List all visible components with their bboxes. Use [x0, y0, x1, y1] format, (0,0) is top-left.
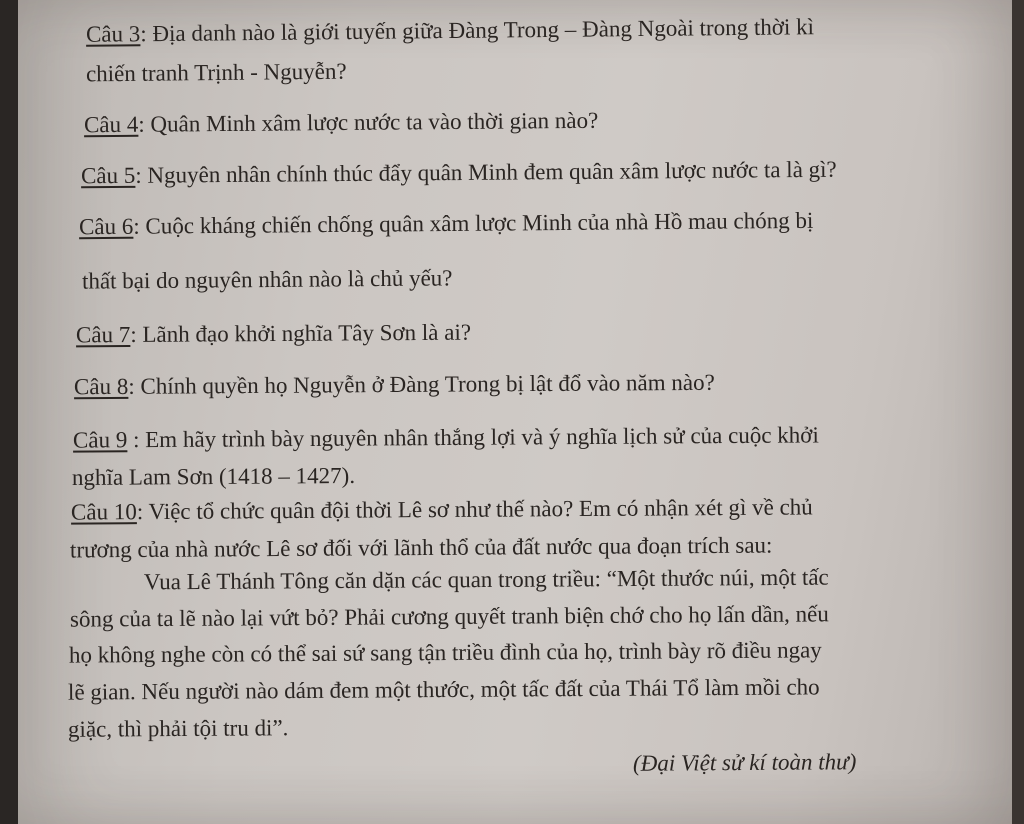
question-8-text-1: : Chính quyền họ Nguyễn ở Đàng Trong bị lật đổ vào năm nào?: [128, 369, 715, 399]
question-8-label: Câu 8: [73, 373, 129, 400]
quote-line-1: [144, 565, 829, 596]
question-3-label: Câu 3: [85, 21, 141, 47]
question-3-text-2: chiến tranh Trịnh - Nguyễn?: [85, 58, 347, 87]
question-9-text-1: : Em hãy trình bày nguyên nhân thắng lợi và ý nghĩa lịch sử của cuộc khởi: [127, 422, 819, 453]
question-4-text-1: : Quân Minh xâm lược nước ta vào thời gian nào?: [138, 107, 599, 137]
quote-line-2: [70, 601, 829, 632]
question-10-text-2: trương của nhà nước Lê sơ đối với lãnh thổ của đất nước qua đoạn trích sau:: [69, 532, 773, 563]
question-10-text-1: : Việc tổ chức quân đội thời Lê sơ như thế nào? Em có nhận xét gì về chủ: [136, 494, 813, 525]
question-5-text-1: : Nguyên nhân chính thúc đẩy quân Minh đem quân xâm lược nước ta là gì?: [135, 156, 837, 188]
question-4-label: Câu 4: [83, 111, 139, 138]
question-9-line-1: [73, 422, 819, 453]
question-10-line-1: [71, 494, 813, 525]
paper-sheet: [18, 0, 1018, 824]
question-6-line-1: [79, 208, 813, 240]
question-9-text-2: nghĩa Lam Sơn (1418 – 1427).: [71, 463, 356, 490]
quote-line-4: [68, 674, 820, 705]
question-3-line-1: [86, 14, 814, 48]
question-10-label: Câu 10: [70, 499, 137, 525]
question-6-line-2: [82, 265, 453, 294]
quote-text-5: giặc, thì phải tội tru di”.: [67, 715, 289, 742]
quote-line-5: [68, 715, 289, 743]
background-edge: [1012, 0, 1024, 824]
question-5-label: Câu 5: [80, 162, 136, 189]
question-8-line-1: [74, 370, 715, 400]
question-4-line-1: [84, 108, 599, 138]
quote-text-4: lẽ gian. Nếu người nào dám đem một thước, một tấc đất của Thái Tổ làm mồi cho: [67, 674, 820, 705]
question-5-line-1: [81, 157, 837, 190]
question-9-line-2: [72, 463, 355, 491]
question-7-text-1: : Lãnh đạo khởi nghĩa Tây Sơn là ai?: [130, 319, 472, 347]
quote-text-1: Vua Lê Thánh Tông căn dặn các quan trong triều: “Một thước núi, một tấc: [143, 564, 829, 595]
question-7-label: Câu 7: [75, 322, 131, 348]
question-6-label: Câu 6: [78, 213, 134, 240]
question-10-line-2: [70, 533, 773, 564]
quote-line-3: [69, 637, 822, 668]
question-3-line-2: [86, 59, 347, 88]
question-7-line-1: [76, 320, 471, 349]
quote-text-2: sông của ta lẽ nào lại vứt bỏ? Phải cương quyết tranh biện chớ cho họ lấn dần, nếu: [69, 601, 829, 632]
question-9-label: Câu 9: [72, 427, 128, 453]
question-6-text-2: thất bại do nguyên nhân nào là chủ yếu?: [81, 265, 453, 294]
question-6-text-1: : Cuộc kháng chiến chống quân xâm lược Minh của nhà Hồ mau chóng bị: [133, 207, 814, 239]
document-text: [18, 0, 1018, 824]
question-3-text-1: : Địa danh nào là giới tuyến giữa Đàng Trong – Đàng Ngoài trong thời kì: [140, 14, 815, 47]
quote-source: (Đại Việt sử kí toàn thư): [632, 749, 857, 776]
quote-text-3: họ không nghe còn có thể sai sứ sang tận triều đình của họ, trình bày rõ điều ngay: [68, 637, 822, 668]
